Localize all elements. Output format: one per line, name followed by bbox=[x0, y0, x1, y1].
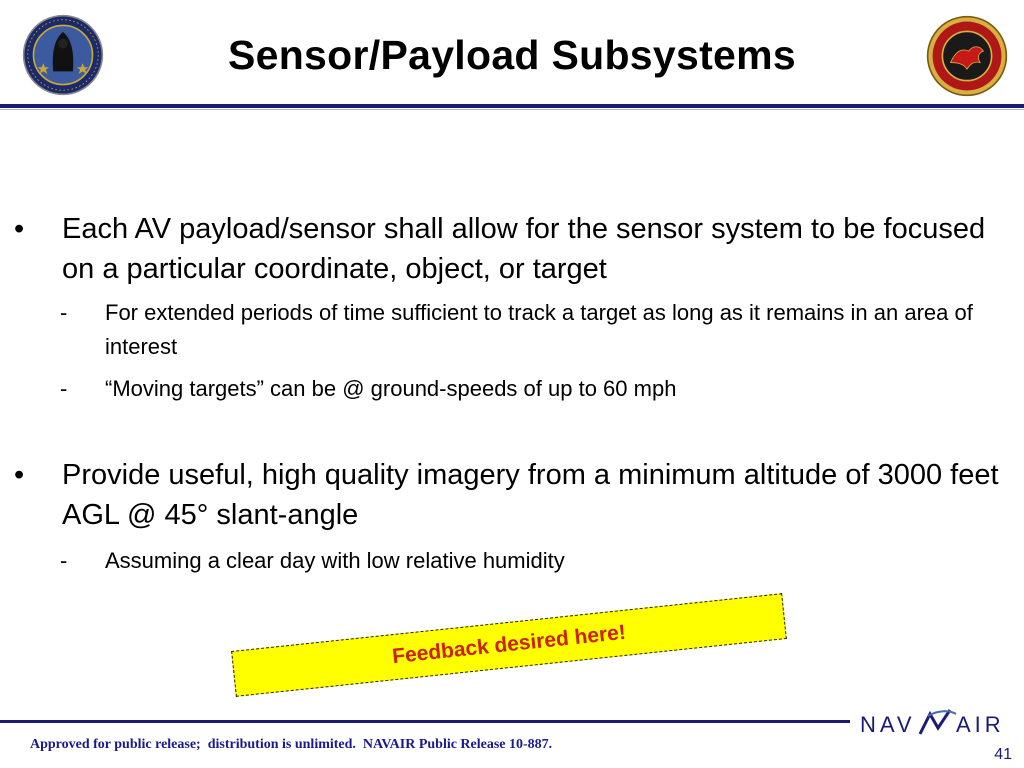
svg-text:AIR: AIR bbox=[956, 712, 1005, 737]
navair-logo-icon bbox=[858, 708, 1018, 738]
release-statement: Approved for public release; distribution is unlimited. NAVAIR Public Release 10-887. bbox=[30, 737, 553, 752]
slide-header bbox=[0, 0, 1024, 106]
page-number: 41 bbox=[994, 746, 1012, 763]
footer-divider bbox=[0, 720, 850, 723]
sub-bullet-text: “Moving targets” can be @ ground-speeds of up to 60 mph bbox=[105, 376, 677, 401]
feedback-callout-text: Feedback desired here! bbox=[391, 620, 627, 669]
bullet-marker: • bbox=[14, 213, 25, 245]
bullet-text: Each AV payload/sensor shall allow for the sensor system to be focused on a particular coordinate, object, or target bbox=[62, 213, 986, 285]
sub-bullet-marker: - bbox=[60, 300, 68, 325]
navy-marine-corps-tactical-uas-seal-icon bbox=[926, 15, 1008, 97]
bullet-marker: • bbox=[14, 459, 25, 491]
sub-bullet-text: For extended periods of time sufficient to track a target as long as it remains in an area of interest bbox=[105, 300, 973, 359]
slide-title: Sensor/Payload Subsystems bbox=[227, 32, 797, 78]
header-divider-thin bbox=[0, 109, 1024, 110]
bullet-text: Provide useful, high quality imagery from a minimum altitude of 3000 feet AGL @ 45° slant-angle bbox=[62, 459, 999, 531]
feedback-callout bbox=[231, 593, 787, 697]
sub-bullet-marker: - bbox=[60, 376, 68, 401]
header-divider bbox=[0, 104, 1024, 108]
sub-bullet-marker: - bbox=[60, 548, 68, 573]
sub-bullet-text: Assuming a clear day with low relative humidity bbox=[105, 548, 565, 573]
svg-text:NAV: NAV bbox=[860, 712, 916, 737]
